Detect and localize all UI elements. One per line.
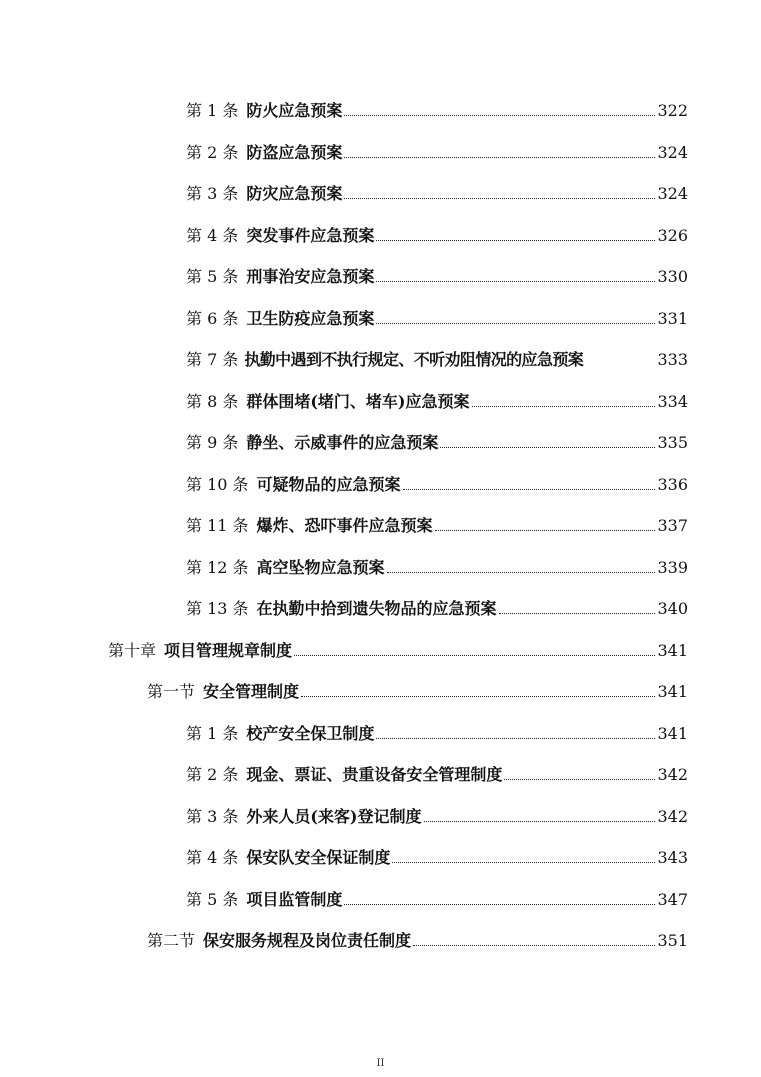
toc-entry-number: 第 3 条 [186,184,239,203]
toc-entry-title: 卫生防疫应急预案 [246,309,375,328]
toc-entry-page: 341 [657,724,688,743]
dot-leader [294,655,655,656]
toc-entry-title: 可疑物品的应急预案 [256,475,401,494]
toc-entry-number: 第 4 条 [186,226,239,245]
toc-entry-page: 333 [657,350,688,369]
toc-entry-title: 安全管理制度 [203,682,300,701]
toc-entry-title: 在执勤中拾到遗失物品的应急预案 [256,599,497,618]
toc-entry-number: 第 4 条 [186,848,239,867]
toc-entry-title: 校产安全保卫制度 [246,724,375,743]
dot-leader [413,945,655,946]
toc-entry[interactable] [186,844,688,868]
dot-leader [344,198,655,199]
dot-leader [376,323,655,324]
toc-entry-title: 高空坠物应急预案 [256,558,385,577]
page-number: II [376,1058,385,1069]
dot-leader [392,862,655,863]
toc-entry[interactable] [186,222,688,246]
toc-entry-title: 防盗应急预案 [246,143,343,162]
toc-section-entry[interactable] [147,927,688,951]
dot-leader [504,779,655,780]
toc-entry[interactable] [186,471,688,495]
toc-entry[interactable] [186,305,688,329]
toc-entry[interactable] [186,512,688,536]
toc-entry-page: 351 [657,931,688,950]
toc-entry[interactable] [186,139,688,163]
toc-entry-number: 第 2 条 [186,143,239,162]
toc-entry-number: 第 9 条 [186,433,239,452]
toc-entry[interactable] [186,761,688,785]
toc-chapter-entry[interactable] [108,637,688,661]
toc-entry-number: 第一节 [147,682,196,701]
toc-entry-number: 第 12 条 [186,558,249,577]
toc-entry-number: 第 3 条 [186,807,239,826]
toc-entry[interactable] [186,263,688,287]
toc-entry-number: 第 8 条 [186,392,239,411]
toc-entry-title: 群体围堵(堵门、堵车)应急预案 [246,392,470,411]
toc-entry-title: 突发事件应急预案 [246,226,375,245]
toc-entry-number: 第 2 条 [186,765,239,784]
toc-entry-page: 330 [657,267,688,286]
dot-leader [301,696,655,697]
toc-entry[interactable] [186,97,688,121]
toc-entry-page: 331 [657,309,688,328]
dot-leader [403,489,656,490]
toc-entry-title: 执勤中遇到不执行规定、不听劝阻情况的应急预案 [244,350,584,369]
toc-entry-title: 保安队安全保证制度 [246,848,391,867]
toc-entry-number: 第 11 条 [186,516,249,535]
dot-leader [344,157,655,158]
toc-entry-title: 刑事治安应急预案 [246,267,375,286]
toc-entry-title: 项目管理规章制度 [164,641,293,660]
toc-entry-page: 342 [657,807,688,826]
toc-entry-title: 外来人员(来客)登记制度 [246,807,422,826]
toc-entry-page: 340 [657,599,688,618]
dot-leader [344,115,655,116]
toc-entry-page: 334 [657,392,688,411]
toc-entry-number: 第 6 条 [186,309,239,328]
dot-leader [424,821,656,822]
toc-entry-title: 项目监管制度 [246,890,343,909]
toc-entry[interactable] [186,595,688,619]
toc-entry-title: 保安服务规程及岗位责任制度 [203,931,412,950]
toc-entry-title: 防火应急预案 [246,101,343,120]
toc-entry-page: 347 [657,890,688,909]
toc-entry-page: 335 [657,433,688,452]
toc-entry[interactable] [186,554,688,578]
toc-entry-page: 337 [657,516,688,535]
dot-leader [440,447,655,448]
dot-leader [472,406,656,407]
toc-entry-page: 342 [657,765,688,784]
toc-entry-number: 第 7 条 [186,350,239,369]
dot-leader [376,281,655,282]
toc-entry-page: 343 [657,848,688,867]
toc-entry-title: 防灾应急预案 [246,184,343,203]
toc-entry[interactable] [186,346,688,370]
toc-entry-number: 第 1 条 [186,101,239,120]
toc-entry[interactable] [186,388,688,412]
toc-entry-title: 静坐、示威事件的应急预案 [246,433,439,452]
toc-entry[interactable] [186,720,688,744]
toc-entry-number: 第 10 条 [186,475,249,494]
dot-leader [499,613,656,614]
toc-entry[interactable] [186,803,688,827]
toc-section-entry[interactable] [147,678,688,702]
toc-entry-page: 322 [657,101,688,120]
toc-entry-number: 第 5 条 [186,890,239,909]
toc-entry-number: 第二节 [147,931,196,950]
toc-entry-number: 第十章 [108,641,157,660]
toc-entry-number: 第 1 条 [186,724,239,743]
toc-entry-page: 326 [657,226,688,245]
toc-entry[interactable] [186,886,688,910]
dot-leader [435,530,656,531]
toc-entry-page: 336 [657,475,688,494]
toc-entry[interactable] [186,180,688,204]
toc-entry-title: 现金、票证、贵重设备安全管理制度 [246,765,503,784]
toc-entry-number: 第 5 条 [186,267,239,286]
toc-entry-number: 第 13 条 [186,599,249,618]
toc-entry-page: 324 [657,143,688,162]
dot-leader [344,904,655,905]
dot-leader [376,738,655,739]
toc-entry-page: 341 [657,682,688,701]
toc-entry-page: 324 [657,184,688,203]
toc-entry-page: 339 [657,558,688,577]
toc-entry-page: 341 [657,641,688,660]
toc-entry[interactable] [186,429,688,453]
dot-leader [376,240,655,241]
toc-entry-title: 爆炸、恐吓事件应急预案 [256,516,433,535]
dot-leader [387,572,656,573]
